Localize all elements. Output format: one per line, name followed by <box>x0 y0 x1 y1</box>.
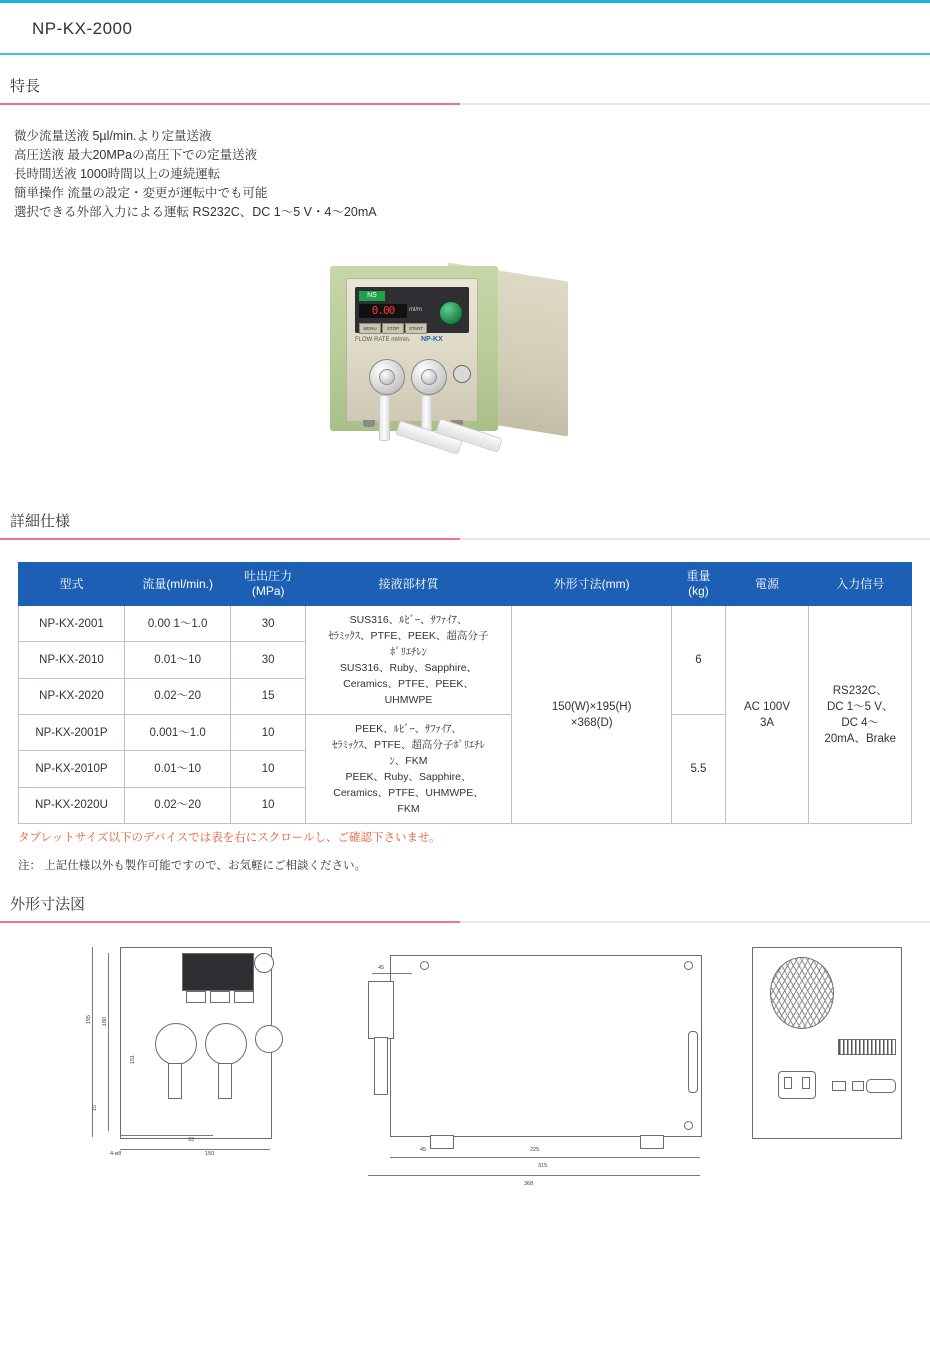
front-panel-display <box>182 953 254 991</box>
th-weight-line2: (kg) <box>688 584 709 598</box>
cell-pressure: 15 <box>231 678 306 714</box>
side-screw-1 <box>420 961 429 970</box>
drawing-heading: 外形寸法図 <box>10 896 86 913</box>
th-pressure-line2: (MPa) <box>251 584 285 598</box>
rear-switch <box>852 1081 864 1091</box>
spec-section <box>0 510 930 873</box>
front-tube-left <box>168 1063 182 1099</box>
panel-sub-label: FLOW RATE ml/min. <box>355 337 411 343</box>
signal-line: RS232C、 <box>832 684 888 697</box>
cell-model: NP-KX-2010P <box>19 751 125 787</box>
side-pump-block <box>368 981 394 1039</box>
pump-front-panel <box>346 278 478 422</box>
side-screw-2 <box>684 961 693 970</box>
material-line: Ceramics、PTFE、PEEK、 <box>343 678 474 690</box>
cell-flow: 0.01〜10 <box>124 642 230 678</box>
side-foot-right <box>640 1135 664 1149</box>
cell-model: NP-KX-2020 <box>19 678 125 714</box>
side-dim-315: 315 <box>538 1163 548 1169</box>
cell-model: NP-KX-2001 <box>19 606 125 642</box>
brand-logo: NS <box>359 291 385 301</box>
scroll-hint: タブレットサイズ以下のデバイスでは表を右にスクロールし、ご確認下さいませ。 <box>18 832 441 844</box>
list-item: 選択できる外部入力による運転 RS232C、DC 1〜5 V・4〜20mA <box>14 205 377 219</box>
th-dimensions: 外形寸法(mm) <box>512 563 672 606</box>
th-material: 接液部材質 <box>305 563 511 606</box>
th-signal: 入力信号 <box>809 563 912 606</box>
front-dim-195: 195 <box>86 1015 92 1025</box>
pump-head-left <box>369 359 405 395</box>
th-flow: 流量(ml/min.) <box>124 563 230 606</box>
cell-pressure: 10 <box>231 715 306 751</box>
side-handle <box>688 1031 698 1093</box>
rear-connector-block <box>838 1039 896 1055</box>
th-pressure-line1: 吐出圧力 <box>244 569 293 583</box>
front-pump-head-left <box>155 1023 197 1065</box>
cell-weight-lower: 5.5 <box>672 715 725 824</box>
model-label: NP-KX <box>421 336 443 343</box>
power-line: 3A <box>759 716 775 729</box>
cell-flow: 0.001〜1.0 <box>124 715 230 751</box>
pump-head-hub <box>379 369 395 385</box>
cell-power <box>725 606 809 824</box>
list-item: 長時間送液 1000時間以上の連続運転 <box>14 167 221 181</box>
material-line: PEEK、Ruby、Sapphire、 <box>345 771 472 783</box>
pump-head-hub <box>421 369 437 385</box>
pump-head-right <box>411 359 447 395</box>
table-row <box>19 606 912 642</box>
material-line: UHMWPE <box>384 694 433 706</box>
front-dim-151: 151 <box>130 1055 136 1065</box>
material-line: ﾝ、FKM <box>389 755 428 767</box>
front-start-button <box>234 991 254 1003</box>
cell-model: NP-KX-2010 <box>19 642 125 678</box>
side-screw-3 <box>684 1121 693 1130</box>
material-line: ﾎﾟﾘｴﾁﾚﾝ <box>390 646 427 658</box>
side-outline <box>390 955 702 1137</box>
side-dim-225: 225 <box>530 1147 540 1153</box>
rear-serial-port <box>866 1079 896 1093</box>
stop-button[interactable]: STOP <box>382 323 404 334</box>
cell-signal <box>809 606 912 824</box>
rear-power-pin-left <box>784 1077 792 1089</box>
features-heading-rule <box>0 103 930 105</box>
front-dim-hline-2 <box>120 1135 213 1136</box>
cell-flow: 0.00 1〜1.0 <box>124 606 230 642</box>
power-line: AC 100V <box>743 700 790 713</box>
side-dim-45b: 45 <box>420 1147 427 1153</box>
cell-flow: 0.01〜10 <box>124 751 230 787</box>
cell-pressure: 30 <box>231 642 306 678</box>
cell-model: NP-KX-2001P <box>19 715 125 751</box>
spec-note: 注： 上記仕様以外も製作可能ですので、お気軽にご相談ください。 <box>18 860 366 872</box>
signal-line: DC 4〜 <box>841 716 880 729</box>
cell-model: NP-KX-2020U <box>19 787 125 823</box>
pump-foot-left <box>363 420 375 427</box>
drawing-area <box>0 935 930 1235</box>
cell-pressure: 10 <box>231 751 306 787</box>
product-photo <box>0 250 930 490</box>
rotary-knob[interactable] <box>439 301 463 325</box>
drawing-heading-rule <box>0 921 930 923</box>
dimensions-line: ×368(D) <box>570 716 613 729</box>
side-dim-line-45a <box>372 973 412 974</box>
drawing-section <box>0 893 930 1235</box>
material-line: PEEK、ﾙﾋﾞｰ、ｻﾌｧｲｱ、 <box>355 723 462 735</box>
th-model: 型式 <box>19 563 125 606</box>
material-line: SUS316、Ruby、Sapphire、 <box>339 662 478 674</box>
signal-line: DC 1〜5 V、 <box>826 700 894 713</box>
front-dim-93: 93 <box>188 1137 195 1143</box>
features-heading: 特長 <box>10 78 41 95</box>
inlet-tube-left <box>379 395 390 441</box>
cell-pressure: 30 <box>231 606 306 642</box>
features-list <box>14 127 930 222</box>
th-weight-line1: 重量 <box>686 569 711 583</box>
page-title: NP-KX-2000 <box>32 19 133 38</box>
title-underline <box>0 53 930 55</box>
display-unit-label: ml/m <box>409 307 422 313</box>
side-dim-line-315 <box>390 1157 700 1158</box>
cell-dimensions <box>512 606 672 824</box>
material-line: SUS316、ﾙﾋﾞｰ、ｻﾌｧｲｱ、 <box>349 614 468 626</box>
front-stop-button <box>210 991 230 1003</box>
rear-fan-grille <box>770 957 834 1029</box>
cell-flow: 0.02〜20 <box>124 678 230 714</box>
pump-illustration <box>330 260 600 460</box>
material-line: FKM <box>397 803 420 815</box>
spec-table-wrap[interactable] <box>0 562 930 824</box>
start-button[interactable]: START <box>405 323 427 334</box>
dimensions-line: 150(W)×195(H) <box>551 700 632 713</box>
material-line: ｾﾗﾐｯｸｽ、PTFE、超高分子ﾎﾟﾘｴﾁﾚ <box>332 739 485 751</box>
side-foot-left <box>430 1135 454 1149</box>
front-tube-right <box>218 1063 232 1099</box>
table-header-row <box>19 563 912 606</box>
rear-power-pin-right <box>802 1077 810 1089</box>
front-dim-vline-2 <box>108 953 109 1131</box>
th-weight <box>672 563 725 606</box>
cell-flow: 0.02〜20 <box>124 787 230 823</box>
spec-table <box>18 562 912 824</box>
front-dim-hline-1 <box>120 1149 270 1150</box>
spec-heading: 詳細仕様 <box>10 513 71 530</box>
cell-material-upper <box>305 606 511 715</box>
cell-material-lower <box>305 715 511 824</box>
side-dim-368: 368 <box>524 1181 534 1187</box>
pressure-port <box>453 365 471 383</box>
rear-fuse <box>832 1081 846 1091</box>
side-dim-45a: 45 <box>378 965 385 971</box>
cell-pressure: 10 <box>231 787 306 823</box>
list-item: 簡単操作 流量の設定・変更が運転中でも可能 <box>14 186 268 200</box>
list-item: 微少流量送液 5µl/min.より定量送液 <box>14 129 212 143</box>
flow-display: 0.00 <box>359 304 407 318</box>
material-line: ｾﾗﾐｯｸｽ、PTFE、PEEK、超高分子 <box>328 630 489 642</box>
front-dim-hole: 4-ø8 <box>110 1151 122 1157</box>
control-panel <box>355 287 469 333</box>
front-dim-150: 150 <box>205 1151 215 1157</box>
side-dim-line-368 <box>368 1175 700 1176</box>
front-menu-button <box>186 991 206 1003</box>
cell-weight-upper: 6 <box>672 606 725 715</box>
material-line: Ceramics、PTFE、UHMWPE、 <box>333 787 484 799</box>
signal-line: 20mA、Brake <box>824 732 897 745</box>
side-tube <box>374 1037 388 1095</box>
features-section <box>0 75 930 222</box>
front-knob <box>254 953 274 973</box>
front-port <box>255 1025 283 1053</box>
list-item: 高圧送液 最大20MPaの高圧下での定量送液 <box>14 148 258 162</box>
th-pressure <box>231 563 306 606</box>
th-power: 電源 <box>725 563 809 606</box>
menu-button[interactable]: MENU <box>359 323 381 334</box>
front-pump-head-right <box>205 1023 247 1065</box>
front-dim-15: 15 <box>92 1105 98 1112</box>
front-dim-180: 180 <box>102 1017 108 1027</box>
spec-heading-rule <box>0 538 930 540</box>
